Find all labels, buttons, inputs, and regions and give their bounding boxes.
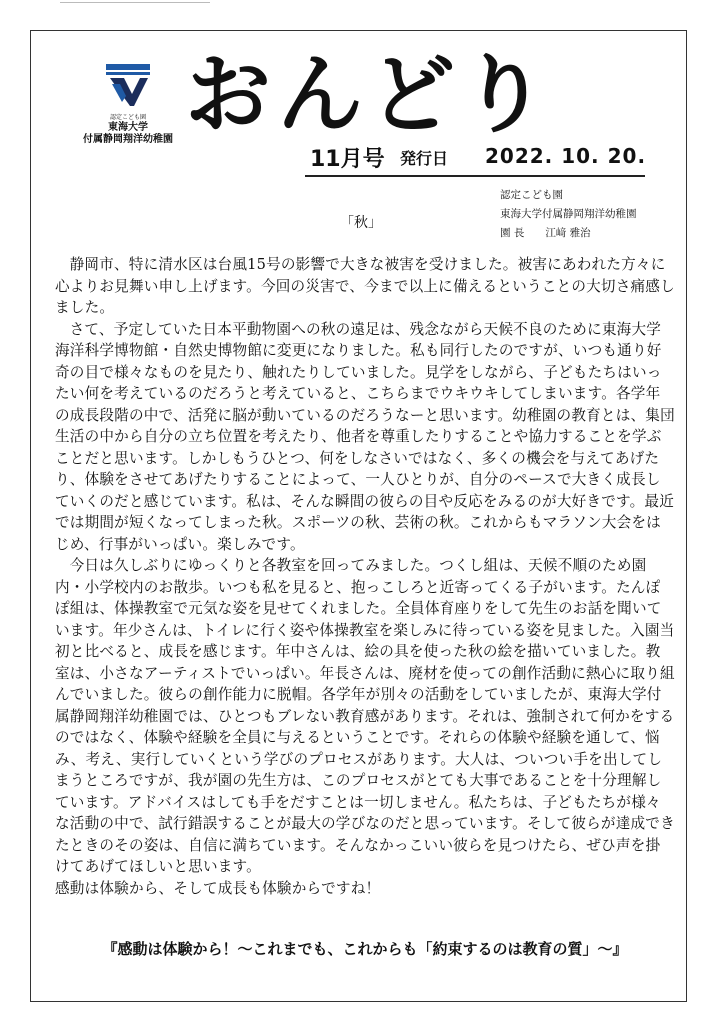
date-label: 発行日 <box>400 149 449 168</box>
logo-small-text: 認定こども園 <box>109 114 146 121</box>
logo-org-line2: 付属静岡翔洋幼稚園 <box>83 134 173 145</box>
paragraph-4: 感動は体験から、そして成長も体験からですね！ <box>55 879 381 897</box>
publisher-line2: 東海大学付属静岡翔洋幼稚園 <box>500 208 637 220</box>
article-theme: 「秋」 <box>340 215 382 231</box>
newsletter-title: おんどり <box>185 45 553 145</box>
publisher-line1: 認定こども園 <box>500 189 563 201</box>
logo-org-line1: 東海大学 <box>108 122 148 133</box>
publisher-line3: 園 長 江﨑 雅治 <box>500 227 591 239</box>
closing-slogan: 『感動は体験から！～これまでも、これからも「約束するのは教育の質」～』 <box>102 940 628 958</box>
school-logo <box>58 60 198 146</box>
paragraph-2: さて、予定していた日本平動物園への秋の遠足は、残念ながら天候不良のために東海大学海洋科学博物館・自然史博物館に変更になりました。私も同行したのですが、いつも通り好奇の目で様々なものを見たり、触れたりしていました。見学をしながら、子どもたちはいったい何を考えているのだろうと考えていると、こちらまでウキウキしてしまいます。各学年の成長段階の中で、活発に脳が動いているのだろうなーと思います。幼稚園の教育とは、集団生活の中から自分の立ち位置を考えたり、他者を尊重したりすることや協力することを学ぶことだと思います。しかしもうひとつ、何をしなさいではなく、多くの機会を与えてあげたり、体験をさせてあげたりすることによって、一人ひとりが、自分のペースで大きく成長していくのだと感じています。私は、そんな瞬間の彼らの目や反応をみるのが大好きです。最近では期間が短くなってしまった秋。スポーツの秋、芸術の秋。これからもマラソン大会をはじめ、行事がいっぱい。楽しみです。 <box>55 320 675 553</box>
publisher-block <box>500 186 637 243</box>
issue-date: 2022. 10. 20. <box>485 144 647 168</box>
article-body <box>55 254 675 899</box>
paragraph-1: 静岡市、特に清水区は台風15号の影響で大きな被害を受けました。被害にあわれた方々に心よりお見舞い申し上げます。今回の災害で、今まで以上に備えるということの大切さ痛感しました。 <box>55 256 675 316</box>
masthead-rule <box>305 175 645 177</box>
paragraph-3: 今日は久しぶりにゆっくりと各教室を回ってみました。つくし組は、天候不順のため園内・小学校内のお散歩。いつも私を見ると、抱っこしろと近寄ってくる子がいます。たんぽぽ組は、体操教室で元気な姿を見せてくれました。全員体育座りをして先生のお話を聞いています。年少さんは、トイレに行く姿や体操教室を楽しみに待っている姿を見ました。入園当初と比べると、成長を感じます。年中さんは、絵の具を使った秋の絵を描いていました。教室は、小さなアーティストでいっぱい。年長さんは、廃材を使っての創作活動に熱心に取り組んでいました。彼らの創作能力に脱帽。各学年が別々の活動をしていましたが、東海大学付属静岡翔洋幼稚園では、ひとつもブレない教育感があります。それは、強制されて何かをするのではなく、体験や経験を全員に与えるということです。それらの体験や経験を通して、悩み、考え、実行していくという学びのプロセスがあります。大人は、ついつい手を出してしまうところですが、我が園の先生方は、このプロセスがとても大事であることを十分理解しています。アドバイスはしても手をだすことは一切しません。私たちは、子どもたちが様々な活動の中で、試行錯誤することが最大の学びなのだと思っています。そして彼らが達成できたときのその姿は、自信に満ちています。そんなかっこいい彼らを見つけたら、ぜひ声を掛けてあげてほしいと思います。 <box>55 557 675 875</box>
school-emblem-icon <box>102 60 154 112</box>
top-edge-line <box>60 2 210 3</box>
issue-number: 11月号 <box>310 147 385 172</box>
